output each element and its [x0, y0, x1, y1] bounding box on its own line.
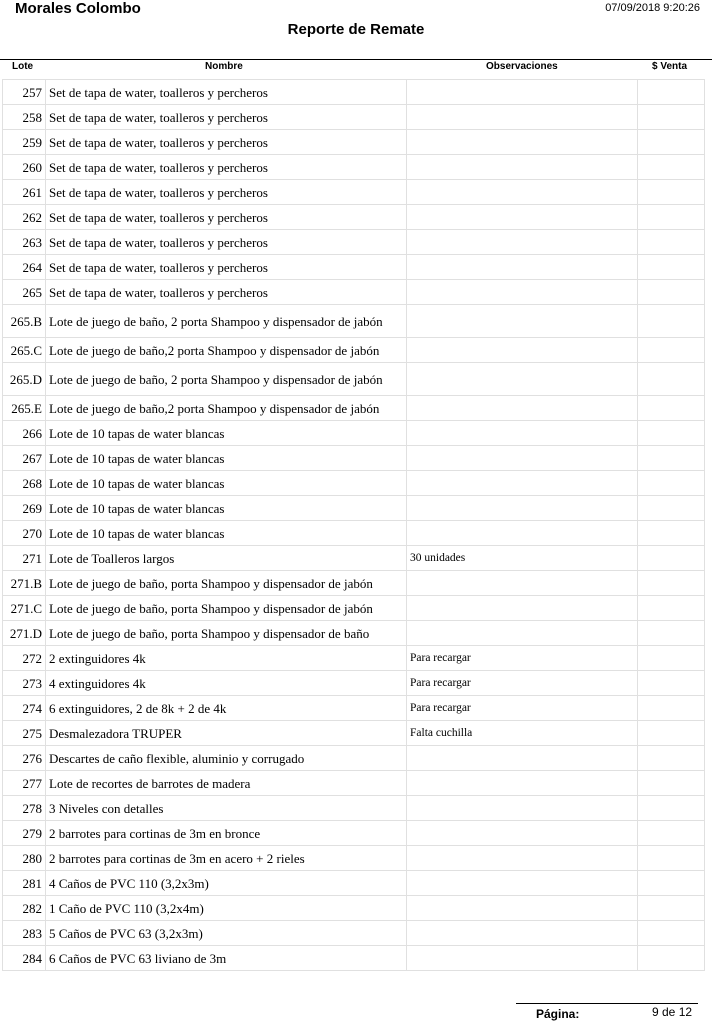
table-row [3, 105, 705, 130]
observaciones-cell [407, 746, 638, 771]
lote-cell: 265.B [3, 305, 46, 338]
nombre-cell: Set de tapa de water, toalleros y percheros [46, 255, 407, 280]
table-row [3, 421, 705, 446]
observaciones-cell [407, 871, 638, 896]
venta-cell [638, 230, 705, 255]
observaciones-cell: 30 unidades [407, 546, 638, 571]
lote-cell: 257 [3, 80, 46, 105]
nombre-cell: 2 extinguidores 4k [46, 646, 407, 671]
nombre-cell: Lote de recortes de barrotes de madera [46, 771, 407, 796]
nombre-cell: Set de tapa de water, toalleros y percheros [46, 80, 407, 105]
venta-cell [638, 921, 705, 946]
observaciones-cell [407, 80, 638, 105]
observaciones-cell [407, 921, 638, 946]
nombre-cell: 4 extinguidores 4k [46, 671, 407, 696]
observaciones-cell [407, 363, 638, 396]
lote-cell: 282 [3, 896, 46, 921]
nombre-cell: 6 extinguidores, 2 de 8k + 2 de 4k [46, 696, 407, 721]
nombre-cell: Lote de juego de baño, 2 porta Shampoo y dispensador de jabón [46, 305, 407, 338]
table-row [3, 821, 705, 846]
lote-cell: 270 [3, 521, 46, 546]
venta-cell [638, 155, 705, 180]
venta-cell [638, 305, 705, 338]
observaciones-cell [407, 180, 638, 205]
table-row [3, 521, 705, 546]
table-row [3, 180, 705, 205]
observaciones-cell [407, 846, 638, 871]
nombre-cell: 1 Caño de PVC 110 (3,2x4m) [46, 896, 407, 921]
table-row [3, 546, 705, 571]
table-row [3, 363, 705, 396]
lote-cell: 284 [3, 946, 46, 971]
venta-cell [638, 696, 705, 721]
venta-cell [638, 721, 705, 746]
venta-cell [638, 646, 705, 671]
table-row [3, 230, 705, 255]
nombre-cell: 3 Niveles con detalles [46, 796, 407, 821]
report-title: Reporte de Remate [287, 21, 425, 38]
nombre-cell: Lote de 10 tapas de water blancas [46, 496, 407, 521]
observaciones-cell [407, 621, 638, 646]
observaciones-cell [407, 105, 638, 130]
venta-cell [638, 771, 705, 796]
table-row [3, 280, 705, 305]
nombre-cell: Set de tapa de water, toalleros y percheros [46, 205, 407, 230]
nombre-cell: Lote de juego de baño,2 porta Shampoo y dispensador de jabón [46, 396, 407, 421]
venta-cell [638, 280, 705, 305]
venta-cell [638, 821, 705, 846]
venta-cell [638, 471, 705, 496]
observaciones-cell [407, 338, 638, 363]
observaciones-cell [407, 896, 638, 921]
lote-cell: 281 [3, 871, 46, 896]
nombre-cell: Set de tapa de water, toalleros y percheros [46, 155, 407, 180]
table-row [3, 696, 705, 721]
observaciones-cell [407, 255, 638, 280]
page-number: 9 de 12 [652, 1005, 693, 1019]
observaciones-cell [407, 496, 638, 521]
nombre-cell: Set de tapa de water, toalleros y percheros [46, 180, 407, 205]
table-row [3, 771, 705, 796]
nombre-cell: 6 Caños de PVC 63 liviano de 3m [46, 946, 407, 971]
nombre-cell: Lote de juego de baño, porta Shampoo y dispensador de jabón [46, 596, 407, 621]
venta-cell [638, 846, 705, 871]
observaciones-cell [407, 596, 638, 621]
report-datetime: 07/09/2018 9:20:26 [605, 2, 700, 14]
nombre-cell: Set de tapa de water, toalleros y percheros [46, 105, 407, 130]
table-row [3, 80, 705, 105]
table-row [3, 205, 705, 230]
observaciones-cell [407, 821, 638, 846]
nombre-cell: Set de tapa de water, toalleros y percheros [46, 130, 407, 155]
table-row [3, 846, 705, 871]
table-row [3, 946, 705, 971]
table-row [3, 796, 705, 821]
venta-cell [638, 496, 705, 521]
nombre-cell: Desmalezadora TRUPER [46, 721, 407, 746]
venta-cell [638, 746, 705, 771]
column-header-observaciones: Observaciones [486, 61, 558, 72]
nombre-cell: Set de tapa de water, toalleros y percheros [46, 230, 407, 255]
venta-cell [638, 421, 705, 446]
lote-cell: 278 [3, 796, 46, 821]
table-row [3, 571, 705, 596]
observaciones-cell [407, 446, 638, 471]
lote-cell: 276 [3, 746, 46, 771]
lote-cell: 268 [3, 471, 46, 496]
table-row [3, 446, 705, 471]
lote-cell: 264 [3, 255, 46, 280]
venta-cell [638, 130, 705, 155]
observaciones-cell [407, 471, 638, 496]
nombre-cell: Lote de 10 tapas de water blancas [46, 421, 407, 446]
lote-cell: 277 [3, 771, 46, 796]
table-row [3, 621, 705, 646]
venta-cell [638, 546, 705, 571]
table-row [3, 255, 705, 280]
venta-cell [638, 796, 705, 821]
auction-table [2, 79, 705, 971]
observaciones-cell: Para recargar [407, 671, 638, 696]
company-name: Morales Colombo [15, 0, 141, 17]
lote-cell: 266 [3, 421, 46, 446]
lote-cell: 265.D [3, 363, 46, 396]
nombre-cell: Set de tapa de water, toalleros y percheros [46, 280, 407, 305]
observaciones-cell [407, 571, 638, 596]
venta-cell [638, 338, 705, 363]
table-row [3, 871, 705, 896]
venta-cell [638, 105, 705, 130]
venta-cell [638, 521, 705, 546]
lote-cell: 265.E [3, 396, 46, 421]
table-row [3, 471, 705, 496]
nombre-cell: Lote de Toalleros largos [46, 546, 407, 571]
observaciones-cell: Falta cuchilla [407, 721, 638, 746]
observaciones-cell [407, 230, 638, 255]
observaciones-cell [407, 155, 638, 180]
lote-cell: 272 [3, 646, 46, 671]
column-header-lote: Lote [12, 61, 34, 72]
table-row [3, 746, 705, 771]
nombre-cell: 5 Caños de PVC 63 (3,2x3m) [46, 921, 407, 946]
nombre-cell: 2 barrotes para cortinas de 3m en bronce [46, 821, 407, 846]
lote-cell: 274 [3, 696, 46, 721]
lote-cell: 259 [3, 130, 46, 155]
lote-cell: 279 [3, 821, 46, 846]
nombre-cell: 4 Caños de PVC 110 (3,2x3m) [46, 871, 407, 896]
lote-cell: 263 [3, 230, 46, 255]
venta-cell [638, 596, 705, 621]
table-row [3, 496, 705, 521]
nombre-cell: Lote de juego de baño, porta Shampoo y dispensador de baño [46, 621, 407, 646]
observaciones-cell [407, 280, 638, 305]
table-row [3, 721, 705, 746]
lote-cell: 280 [3, 846, 46, 871]
nombre-cell: Lote de 10 tapas de water blancas [46, 521, 407, 546]
venta-cell [638, 80, 705, 105]
lote-cell: 265 [3, 280, 46, 305]
table-row [3, 596, 705, 621]
lote-cell: 261 [3, 180, 46, 205]
lote-cell: 273 [3, 671, 46, 696]
lote-cell: 271 [3, 546, 46, 571]
page-label: Página: [536, 1007, 580, 1021]
lote-cell: 271.D [3, 621, 46, 646]
venta-cell [638, 180, 705, 205]
observaciones-cell [407, 771, 638, 796]
nombre-cell: Lote de 10 tapas de water blancas [46, 471, 407, 496]
lote-cell: 275 [3, 721, 46, 746]
table-row [3, 396, 705, 421]
lote-cell: 271.B [3, 571, 46, 596]
observaciones-cell [407, 205, 638, 230]
venta-cell [638, 946, 705, 971]
venta-cell [638, 871, 705, 896]
venta-cell [638, 621, 705, 646]
table-row [3, 896, 705, 921]
venta-cell [638, 671, 705, 696]
lote-cell: 283 [3, 921, 46, 946]
nombre-cell: Lote de 10 tapas de water blancas [46, 446, 407, 471]
observaciones-cell [407, 946, 638, 971]
observaciones-cell [407, 521, 638, 546]
lote-cell: 260 [3, 155, 46, 180]
table-row [3, 305, 705, 338]
venta-cell [638, 255, 705, 280]
lote-cell: 271.C [3, 596, 46, 621]
lote-cell: 262 [3, 205, 46, 230]
lote-cell: 258 [3, 105, 46, 130]
lote-cell: 265.C [3, 338, 46, 363]
table-row [3, 921, 705, 946]
observaciones-cell [407, 130, 638, 155]
nombre-cell: Lote de juego de baño, porta Shampoo y dispensador de jabón [46, 571, 407, 596]
observaciones-cell [407, 396, 638, 421]
observaciones-cell: Para recargar [407, 696, 638, 721]
nombre-cell: Descartes de caño flexible, aluminio y corrugado [46, 746, 407, 771]
table-row [3, 338, 705, 363]
venta-cell [638, 396, 705, 421]
column-header-venta: $ Venta [652, 61, 688, 72]
table-row [3, 130, 705, 155]
observaciones-cell [407, 796, 638, 821]
table-row [3, 671, 705, 696]
header-divider [0, 59, 712, 60]
table-row [3, 646, 705, 671]
venta-cell [638, 446, 705, 471]
table-row [3, 155, 705, 180]
nombre-cell: Lote de juego de baño,2 porta Shampoo y dispensador de jabón [46, 338, 407, 363]
observaciones-cell [407, 421, 638, 446]
observaciones-cell: Para recargar [407, 646, 638, 671]
column-headers [0, 61, 712, 75]
nombre-cell: 2 barrotes para cortinas de 3m en acero + 2 rieles [46, 846, 407, 871]
nombre-cell: Lote de juego de baño, 2 porta Shampoo y dispensador de jabón [46, 363, 407, 396]
column-header-nombre: Nombre [205, 61, 243, 72]
venta-cell [638, 205, 705, 230]
venta-cell [638, 571, 705, 596]
lote-cell: 267 [3, 446, 46, 471]
venta-cell [638, 363, 705, 396]
lote-cell: 269 [3, 496, 46, 521]
observaciones-cell [407, 305, 638, 338]
venta-cell [638, 896, 705, 921]
auction-table-body [3, 80, 705, 971]
footer-divider [516, 1003, 698, 1004]
